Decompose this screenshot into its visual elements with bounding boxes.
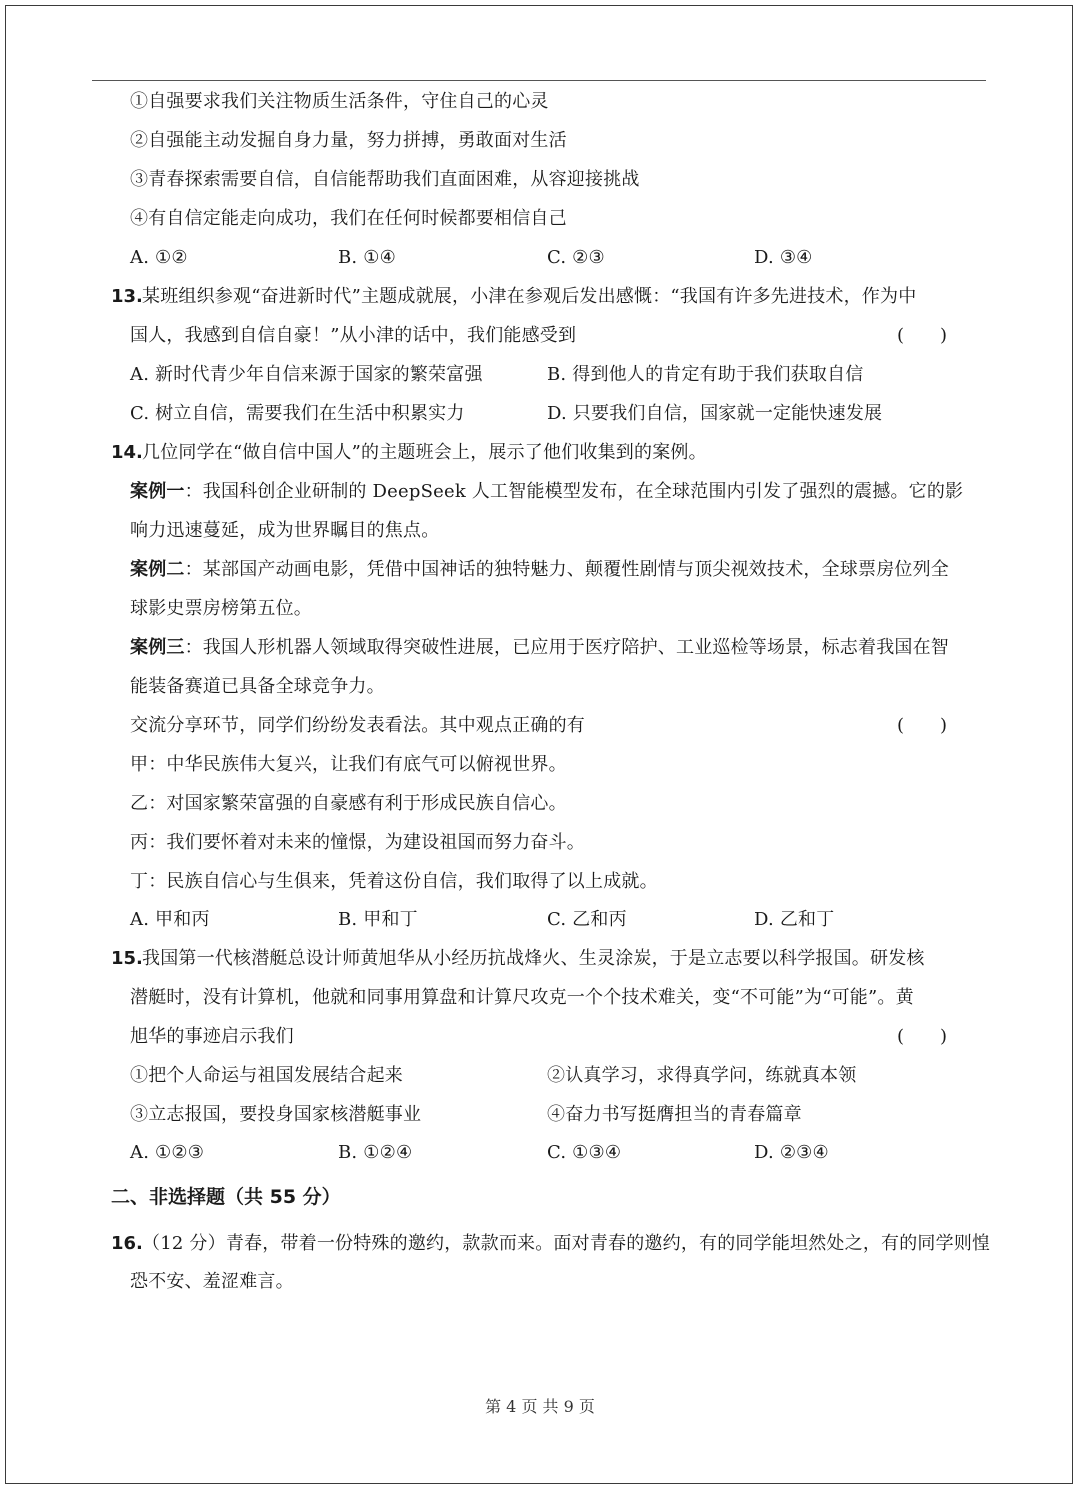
q14-option-d: D. 乙和丁 — [754, 909, 835, 930]
q14-case3-line1 — [130, 636, 949, 660]
q16-stem-line1: （12 分）青春，带着一份特殊的邀约，款款而来。面对青春的邀约，有的同学能坦然处之，有的同学则惶 — [142, 1233, 991, 1254]
q15-option-d: D. ②③④ — [754, 1142, 829, 1163]
q13-option-b: B. 得到他人的肯定有助于我们获取自信 — [547, 364, 864, 385]
q13-option-a: A. 新时代青少年自信来源于国家的繁荣富强 — [130, 364, 483, 385]
q14-option-a: A. 甲和丙 — [130, 909, 210, 930]
q15-statement-3: ③立志报国，要投身国家核潜艇事业 — [130, 1104, 422, 1125]
q14-view-jia: 甲：中华民族伟大复兴，让我们有底气可以俯视世界。 — [130, 754, 567, 775]
header-rule — [92, 80, 986, 81]
q15-stem-line2: 潜艇时，没有计算机，他就和同事用算盘和计算尺攻克一个个技术难关，变“不可能”为“可能”。黄 — [130, 987, 914, 1008]
q14-view-ding: 丁：民族自信心与生俱来，凭着这份自信，我们取得了以上成就。 — [130, 871, 658, 892]
q12-statement-2: ②自强能主动发掘自身力量，努力拼搏，勇敢面对生活 — [130, 130, 567, 151]
q14-answer-paren: ( ) — [897, 715, 948, 736]
q14-case1-label: 案例一 — [130, 481, 185, 502]
q14-case1-line1 — [130, 480, 963, 504]
q14-option-c: C. 乙和丙 — [547, 909, 627, 930]
q15-stem-line3: 旭华的事迹启示我们 — [130, 1026, 294, 1047]
q15-number: 15. — [111, 948, 143, 969]
q15-statement-1: ①把个人命运与祖国发展结合起来 — [130, 1065, 403, 1086]
q14-case1-line2: 响力迅速蔓延，成为世界瞩目的焦点。 — [130, 520, 440, 541]
q14-option-b: B. 甲和丁 — [338, 909, 418, 930]
q15-stem-line1: 我国第一代核潜艇总设计师黄旭华从小经历抗战烽火、生灵涂炭，于是立志要以科学报国。研发核 — [142, 948, 925, 969]
q15-statement-2: ②认真学习，求得真学问，练就真本领 — [547, 1065, 857, 1086]
q15-option-a: A. ①②③ — [130, 1142, 205, 1163]
q12-option-a: A. ①② — [130, 247, 188, 268]
q14-view-bing: 丙：我们要怀着对未来的憧憬，为建设祖国而努力奋斗。 — [130, 832, 585, 853]
q14-case2-line1 — [130, 558, 949, 582]
page-number: 第 4 页 共 9 页 — [485, 1397, 595, 1416]
q14-case2-text: ：某部国产动画电影，凭借中国神话的独特魅力、颠覆性剧情与顶尖视效技术，全球票房位列全 — [184, 559, 950, 580]
q13-number: 13. — [111, 286, 143, 307]
q14-question: 交流分享环节，同学们纷纷发表看法。其中观点正确的有 — [130, 715, 585, 736]
q15-statement-4: ④奋力书写挺膺担当的青春篇章 — [547, 1104, 802, 1125]
q12-option-c: C. ②③ — [547, 247, 605, 268]
q15-option-c: C. ①③④ — [547, 1142, 622, 1163]
section-heading: 二、非选择题（共 55 分） — [111, 1186, 341, 1208]
q14-case2-label: 案例二 — [130, 559, 185, 580]
q12-statement-3: ③青春探索需要自信，自信能帮助我们直面困难，从容迎接挑战 — [130, 169, 640, 190]
q12-option-b: B. ①④ — [338, 247, 396, 268]
q14-stem: 几位同学在“做自信中国人”的主题班会上，展示了他们收集到的案例。 — [142, 442, 707, 463]
q16-stem-line2: 恐不安、羞涩难言。 — [130, 1271, 294, 1292]
q16-number: 16. — [111, 1233, 143, 1254]
q13-answer-paren: ( ) — [897, 325, 948, 346]
q15-option-b: B. ①②④ — [338, 1142, 413, 1163]
q12-statement-1: ①自强要求我们关注物质生活条件，守住自己的心灵 — [130, 91, 549, 112]
q15-answer-paren: ( ) — [897, 1026, 948, 1047]
q13-stem-line1: 某班组织参观“奋进新时代”主题成就展，小津在参观后发出感慨：“我国有许多先进技术，作为中 — [142, 286, 917, 307]
q14-case3-label: 案例三 — [130, 637, 185, 658]
q14-case3-text: ：我国人形机器人领域取得突破性进展，已应用于医疗陪护、工业巡检等场景，标志着我国在智 — [184, 637, 950, 658]
q12-option-d: D. ③④ — [754, 247, 813, 268]
q14-view-yi: 乙：对国家繁荣富强的自豪感有利于形成民族自信心。 — [130, 793, 567, 814]
q12-statement-4: ④有自信定能走向成功，我们在任何时候都要相信自己 — [130, 208, 567, 229]
q13-option-d: D. 只要我们自信，国家就一定能快速发展 — [547, 403, 883, 424]
q14-number: 14. — [111, 442, 143, 463]
q14-case3-line2: 能装备赛道已具备全球竞争力。 — [130, 676, 385, 697]
q13-option-c: C. 树立自信，需要我们在生活中积累实力 — [130, 403, 465, 424]
q13-stem-line2: 国人，我感到自信自豪！”从小津的话中，我们能感受到 — [130, 325, 577, 346]
q14-case2-line2: 球影史票房榜第五位。 — [130, 598, 312, 619]
q14-case1-text: ：我国科创企业研制的 DeepSeek 人工智能模型发布，在全球范围内引发了强烈的震撼。它的影 — [184, 481, 964, 502]
